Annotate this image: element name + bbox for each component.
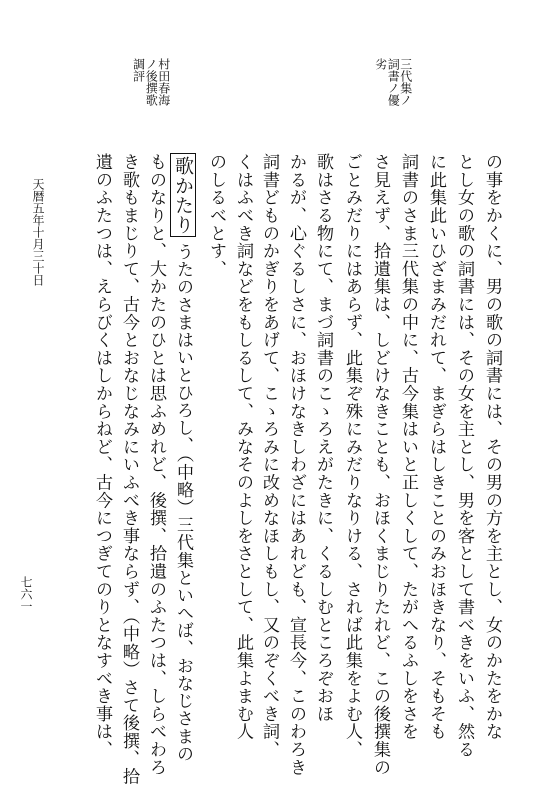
text-column-1: の事をかくに、男の歌の詞書には、その男の方を主とし、女のかたをかな	[482, 153, 502, 741]
section-heading-box: 歌かたり	[170, 153, 196, 237]
text-column-14: 遺のふたつは、えらびくはしからねど、古今につぎてのりとなすべき事は、	[92, 153, 112, 759]
page-number: 七六一	[19, 576, 33, 612]
text-column-8: かるが、心ぐるしさに、おほけなきしわざにはあれども、宣長今、このわろき	[286, 153, 306, 776]
text-column-6: ごとみだりにはあらず、此集ぞ殊にみだりなりける、されば此集をよむ人、	[342, 153, 362, 759]
text-column-12: ものなりと、大かたのひとは思ふめれど、後撰、拾遺のふたつは、しらべわろ	[146, 153, 166, 776]
text-column-10: くはふべき詞などをもしるして、みなそのよしをさとして、此集よまむ人	[233, 153, 253, 741]
running-head-right: 三代集ノ 詞書ノ優 劣	[373, 58, 413, 106]
text-column-9: 詞書どものかぎりをあげて、こゝろみに改めなほしもし、又のぞくべき詞、	[259, 153, 279, 759]
heading-column-text: うたのさまはいとひろし、（中略）三代集といへば、おなじさまの	[173, 243, 193, 763]
date-line: 天暦五年十月三十日	[31, 178, 45, 286]
running-head-left: 村田春海 ノ後撰歌 調評	[131, 58, 171, 106]
text-column-3: に此集此いひざまみだれて、まぎらはしきことのみおほきなり、そもそも	[426, 153, 446, 741]
text-column-13: き歌もまじりて、古今とおなじなみにいふべき事ならず、（中略）さて後撰、拾	[119, 153, 139, 786]
text-column-4: 詞書のさま三代集の中に、古今集はいと正しくして、たがへるふしをさを	[398, 153, 418, 741]
text-column-5: さ見えず、拾遺集は、しどけなきことも、おほくまじりたれど、この後撰集の	[370, 153, 390, 776]
text-column-2: とし女の歌の詞書には、その女を主とし、男を客として書べきをいふ、然る	[454, 153, 474, 759]
text-column-7: 歌はさる物にて、まづ詞書のこゝろえがたきに、くるしむところぞおほ	[313, 153, 333, 723]
text-column-11: のしるべとす、	[206, 153, 226, 278]
heading-column	[168, 153, 192, 763]
